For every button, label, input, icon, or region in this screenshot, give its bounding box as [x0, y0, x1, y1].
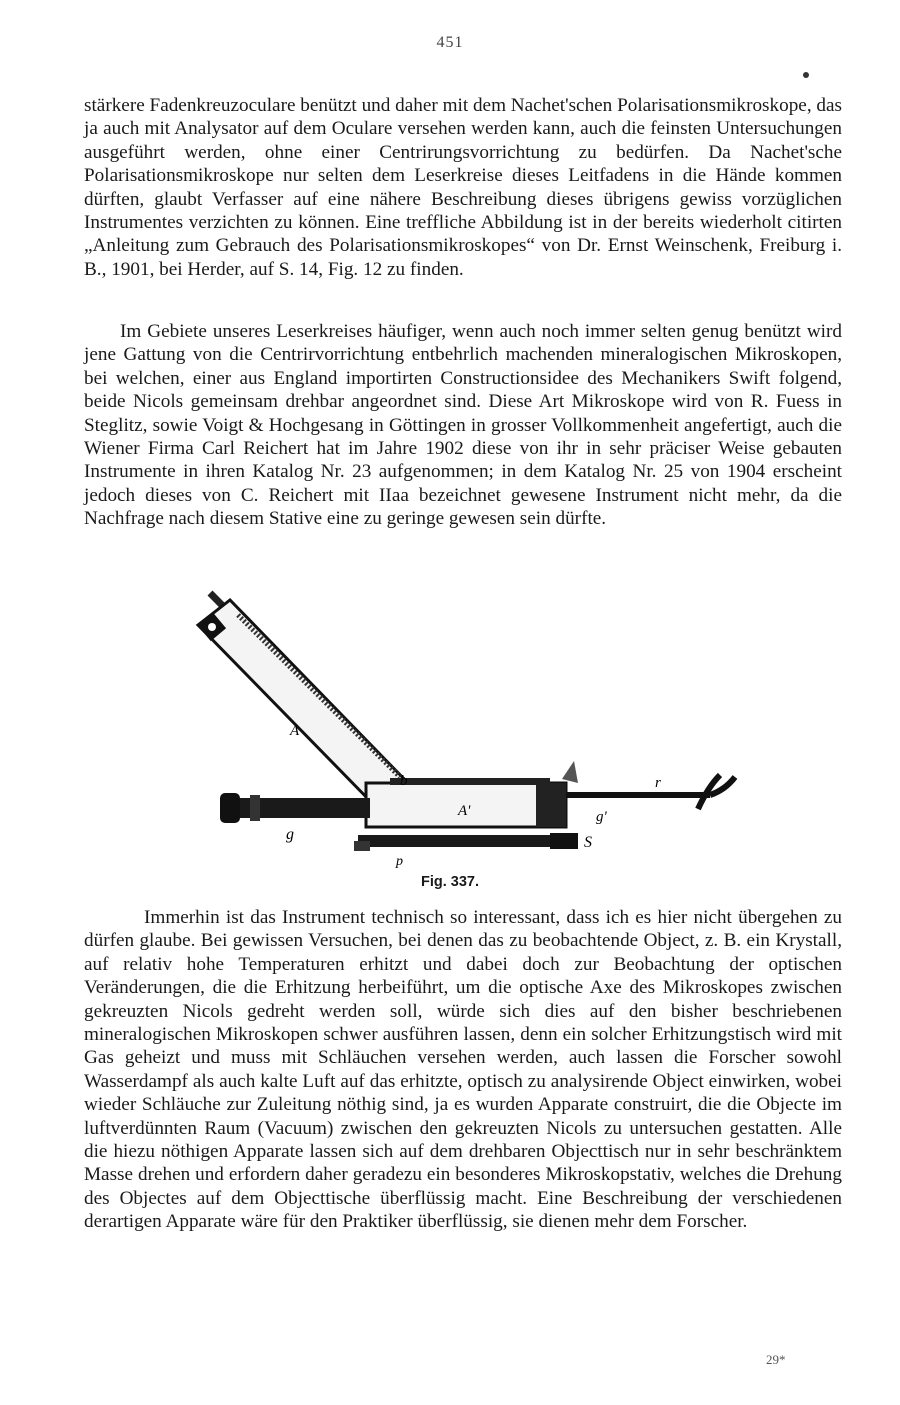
tube-a — [198, 600, 408, 807]
stage-plate — [390, 778, 550, 785]
screw-s — [550, 833, 578, 849]
label-a-prime: A' — [458, 803, 471, 819]
label-a: A — [290, 723, 300, 739]
label-g: g — [286, 826, 294, 843]
shutter — [562, 761, 578, 783]
signature-mark: 29* — [766, 1352, 786, 1367]
paragraph-2: Im Gebiete unseres Leserkreises häufiger, wenn auch noch immer selten genug benützt wird jene Gattung von die Centrirvorrichtung entbehrlich machenden mineralogischen Mikroskopen, bei welchen, einer aus England importirten Constructionsidee des Mechanikers Swift folgend, beide Nicols gemeinsam drehbar angeordnet sind. Diese Art Mikroskope wird von R. Fuess in Steglitz, sowie Voigt & Hochgesang in Göttingen in grosser Vollkommenheit angefertigt, auch die Wiener Firma Carl Reichert hat im Jahre 1902 diese von ihr in sehr präciser Weise gebauten Instrumente in ihren Katalog Nr. 23 aufgenommen; in dem Katalog Nr. 25 von 1904 erscheint jedoch dieses von C. Reichert mit IIaa bezeichnet gewesene Instrument nicht mehr, da die Nachfrage nach diesem Stative eine zu geringe gewesen sein dürfte. — [84, 321, 842, 530]
page-number: 451 — [436, 34, 464, 51]
label-p: p — [396, 854, 403, 869]
eyepiece-cap — [220, 793, 240, 823]
fork — [698, 775, 735, 809]
paragraph-3: Immerhin ist das Instrument technisch so interessant, dass ich es hier nicht übergehen zu dürfen glaube. Bei gewissen Versuchen, bei denen das zu beobachtende Object, z. B. ein Krystall, auf relativ hohe Temperaturen erhitzt und dabei doch zur Beobachtung der optischen Veränderungen, die die Erhitzung herbeiführt, um die optische Axe des Mikroskopes zwischen gekreuzten Nicols gedreht werden soll, würde sich dies auf den bisher beschriebenen mineralogischen Mikroskopen schwer ausführen lassen, denn ein solcher Erhitzungstisch wird mit Gas geheizt und muss mit Schläuchen versehen werden, auch lassen die Forscher sowohl Wasserdampf als auch kalte Luft auf das erhitzte, optisch zu analysirende Object einwirken, wobei wieder Schläuche zur Zuleitung nöthig sind, ja es wurden Apparate construirt, die die Objecte im luftverdünnten Raum (Vacuum) zwischen den gekreuzten Nicols zu untersuchen gestatten. Alle die hiezu nöthigen Apparate lassen sich auf dem drehbaren Objecttisch nur in sehr beschränktem Masse drehen und erfordern daher geradezu ein besonderes Mikroskopstativ, welches die Drehung des Objectes auf dem Objecttische überflüssig macht. Eine Beschreibung der verschiedenen derartigen Apparate wäre für den Praktiker überflüssig, sie dienen mehr dem Forscher. — [84, 907, 842, 1233]
paragraph-1: stärkere Fadenkreuzoculare benützt und daher mit dem Nachet'schen Polarisationsmikroskope, das ja auch mit Analysator auf dem Oculare versehen werden kann, auch die feinsten Untersuchungen ausgeführt werden, ohne einer Centrirungsvorrichtung zu bedürfen. Da Nachet'sche Polarisationsmikroskope nur selten dem Leserkreise dieses Leitfadens in die Hände kommen dürften, glaubt Verfasser auf eine nähere Beschreibung dieses übrigens gewiss vorzüglichen Instrumentes verzichten zu können. Eine treffliche Abbildung ist in der bereits wiederholt citirten „Anleitung zum Gebrauch des Polarisationsmikroskopes“ von Dr. Ernst Weinschenk, Freiburg i. B., 1901, bei Herder, auf S. 14, Fig. 12 zu finden. — [84, 95, 842, 280]
label-g-prime: g' — [596, 809, 607, 825]
microscope-figure — [190, 585, 750, 875]
tube-knob-screw — [208, 623, 216, 631]
label-r: r — [655, 775, 661, 791]
body-end-block — [536, 783, 566, 827]
figure-caption: Fig. 337. — [420, 874, 480, 890]
bar-p-end — [354, 841, 370, 851]
microscope-illustration — [190, 585, 750, 875]
label-b: b — [400, 773, 408, 789]
eyepiece-ring — [250, 795, 260, 821]
printer-speck — [803, 72, 809, 78]
bar-p — [358, 835, 558, 847]
label-s: S — [584, 834, 592, 851]
